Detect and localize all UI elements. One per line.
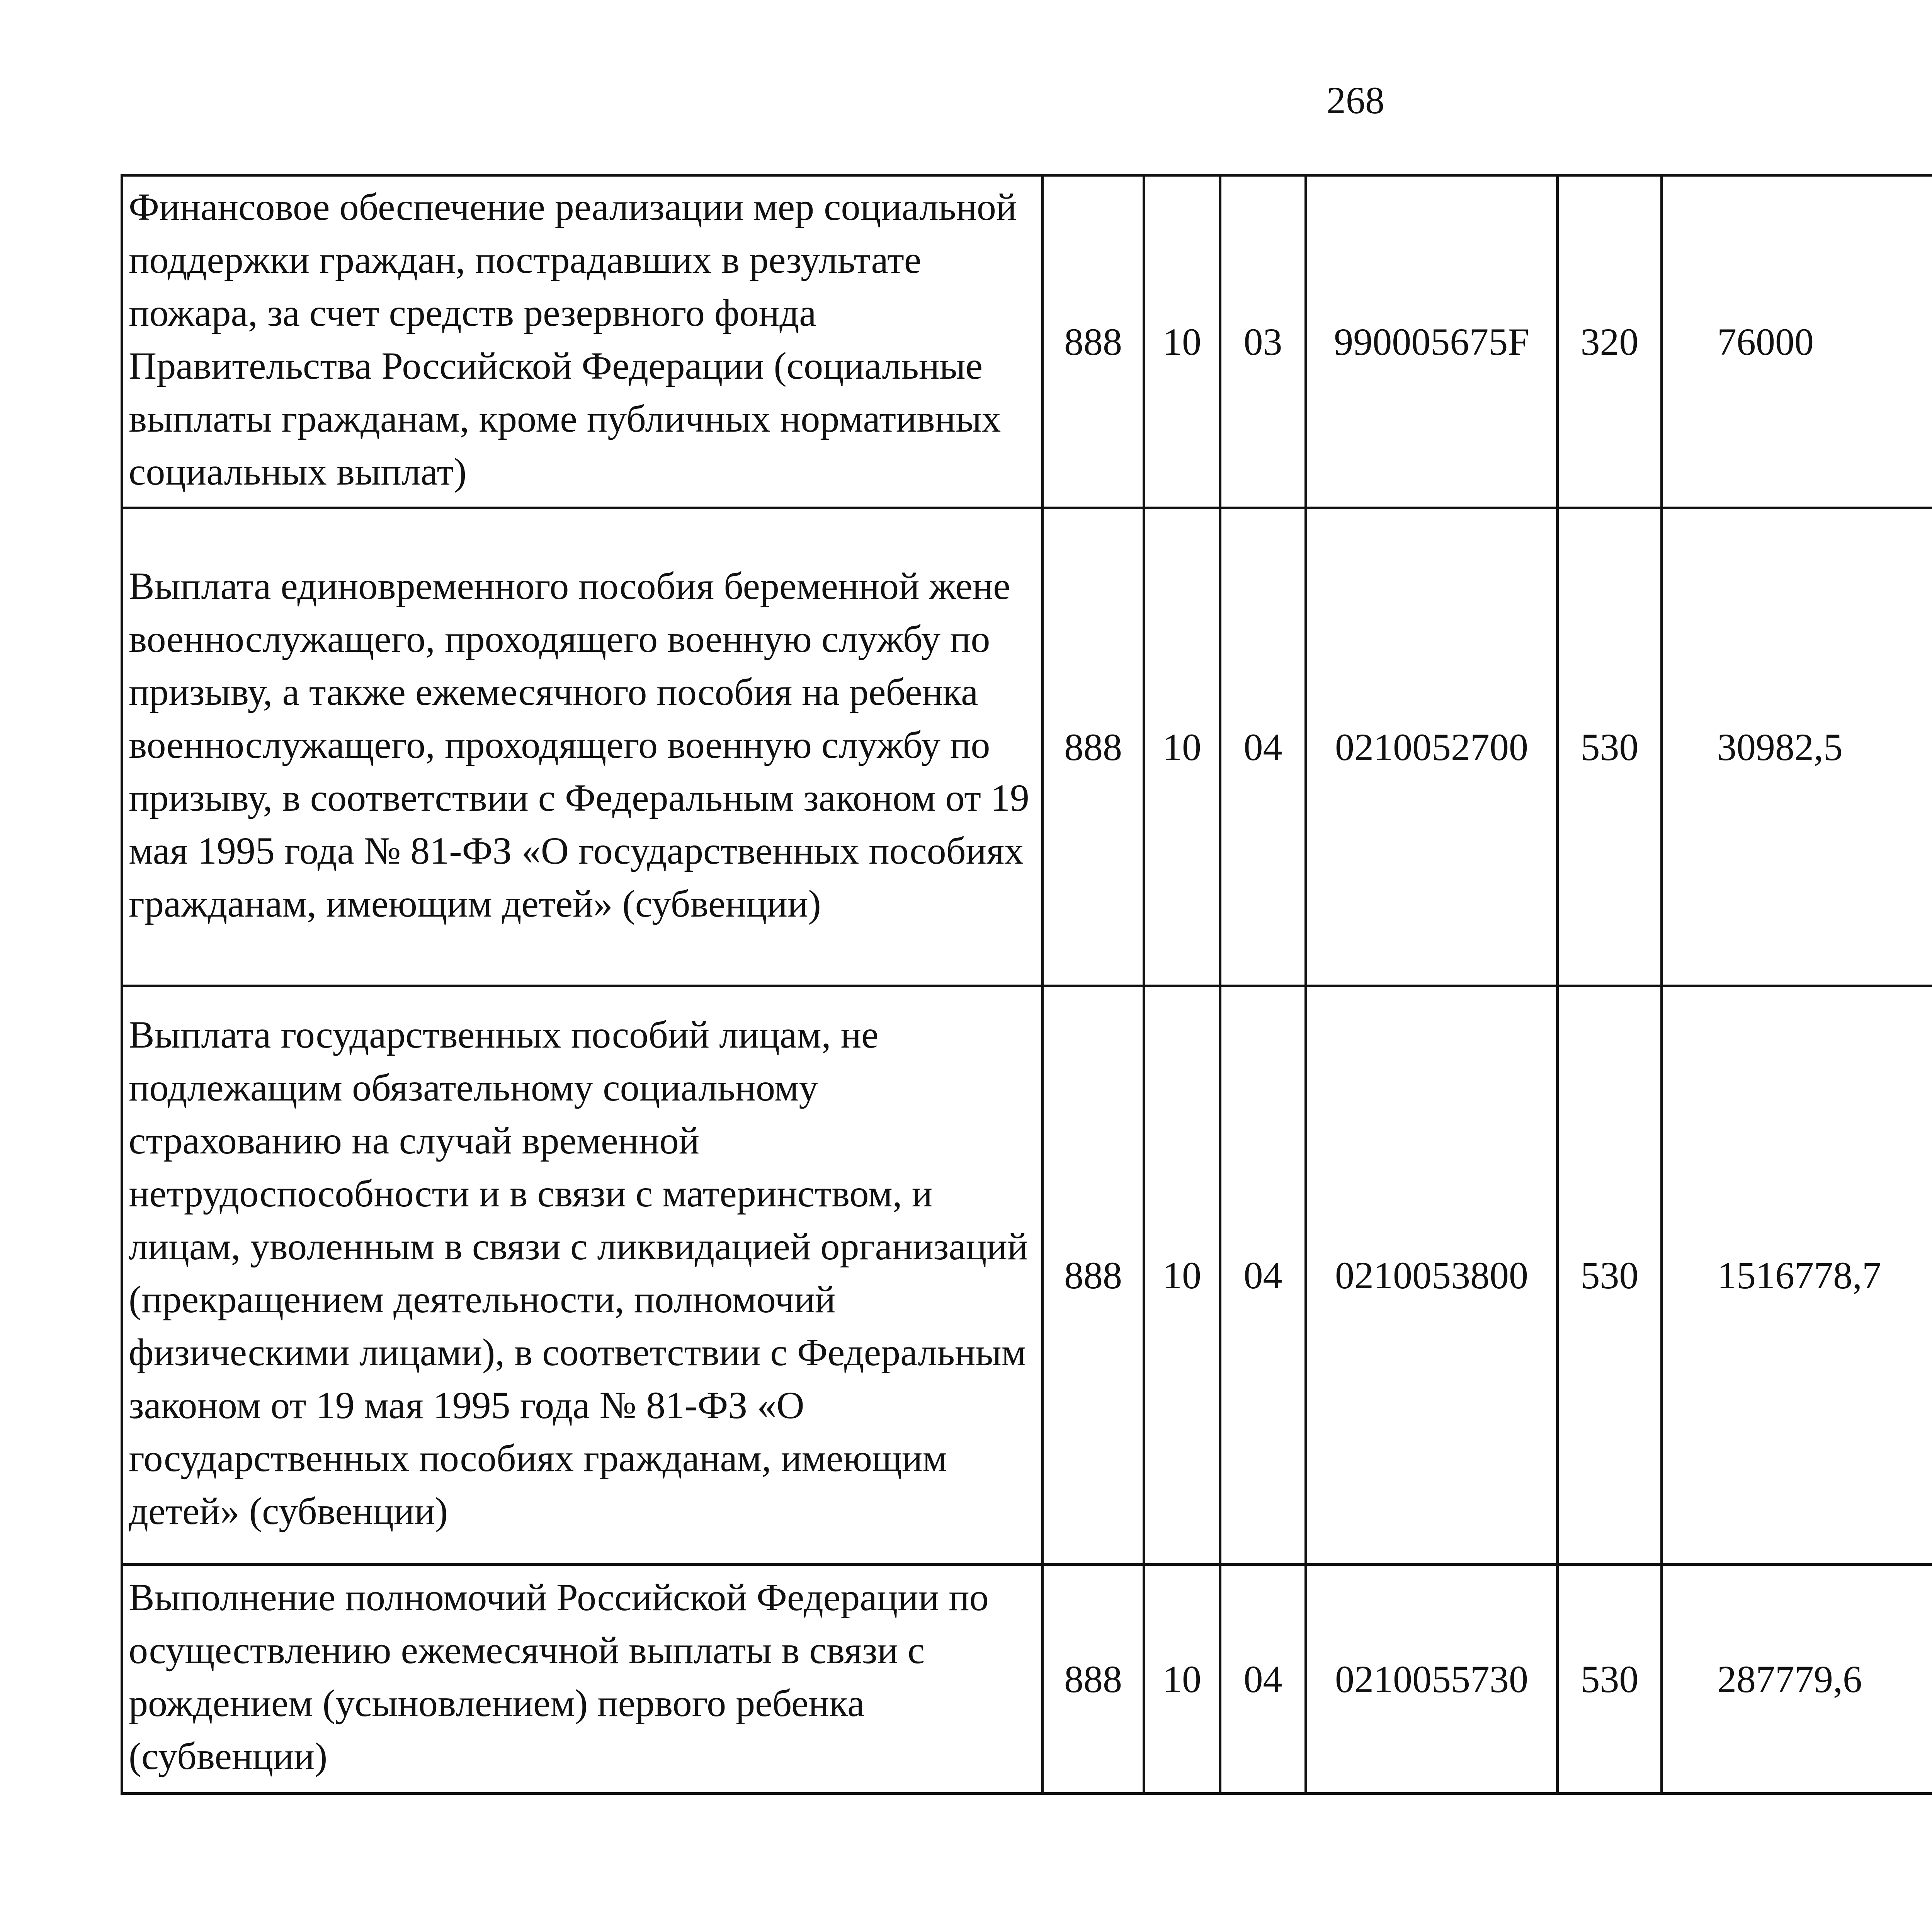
expense-description: Выплата единовременного пособия беременной жене военнослужащего, проходящего военную службу по призыву, а также ежемесячного пособия на ребенка военнослужащего, проходящего военную службу по призыву, в соответствии с Федеральным законом от 19 мая 1995 года № 81-ФЗ «О государственных пособиях гражданам, имеющим детей» (субвенции) [122, 508, 1043, 986]
section-code: 10 [1144, 986, 1220, 1565]
expense-type-code: 530 [1558, 1565, 1662, 1794]
expense-description: Выплата государственных пособий лицам, не подлежащим обязательному социальному страхованию на случай временной нетрудоспособности и в связи с материнством, и лицам, уволенным в связи с ликвидацией организаций (прекращением деятельности, полномочий физическими лицами), в соответствии с Федеральным законом от 19 мая 1995 года № 81-ФЗ «О государственных пособиях гражданам, имеющим детей» (субвенции) [122, 986, 1043, 1565]
ministry-code: 888 [1043, 986, 1144, 1565]
ministry-code: 888 [1043, 508, 1144, 986]
page-number: 268 [1327, 79, 1384, 122]
amount-year-1: 30982,5 [1662, 508, 1932, 986]
expense-type-code: 530 [1558, 508, 1662, 986]
amount-year-1: 1516778,7 [1662, 986, 1932, 1565]
section-code: 10 [1144, 508, 1220, 986]
target-article-code: 0210052700 [1306, 508, 1558, 986]
subsection-code: 04 [1220, 508, 1306, 986]
subsection-code: 04 [1220, 986, 1306, 1565]
target-article-code: 990005675F [1306, 175, 1558, 508]
table-row [122, 508, 1932, 986]
section-code: 10 [1144, 175, 1220, 508]
expense-description: Выполнение полномочий Российской Федерации по осуществлению ежемесячной выплаты в связи с рождением (усыновлением) первого ребенка (субвенции) [122, 1565, 1043, 1794]
amount-year-1: 76000 [1662, 175, 1932, 508]
subsection-code: 04 [1220, 1565, 1306, 1794]
amount-year-1: 287779,6 [1662, 1565, 1932, 1794]
target-article-code: 0210053800 [1306, 986, 1558, 1565]
ministry-code: 888 [1043, 175, 1144, 508]
expense-type-code: 530 [1558, 986, 1662, 1565]
expense-type-code: 320 [1558, 175, 1662, 508]
table-row [122, 1565, 1932, 1794]
expense-description: Финансовое обеспечение реализации мер социальной поддержки граждан, пострадавших в результате пожара, за счет средств резервного фонда Правительства Российской Федерации (социальные выплаты гражданам, кроме публичных нормативных социальных выплат) [122, 175, 1043, 508]
target-article-code: 0210055730 [1306, 1565, 1558, 1794]
ministry-code: 888 [1043, 1565, 1144, 1794]
budget-table [121, 174, 1932, 1795]
table-row [122, 986, 1932, 1565]
table-row [122, 175, 1932, 508]
subsection-code: 03 [1220, 175, 1306, 508]
section-code: 10 [1144, 1565, 1220, 1794]
